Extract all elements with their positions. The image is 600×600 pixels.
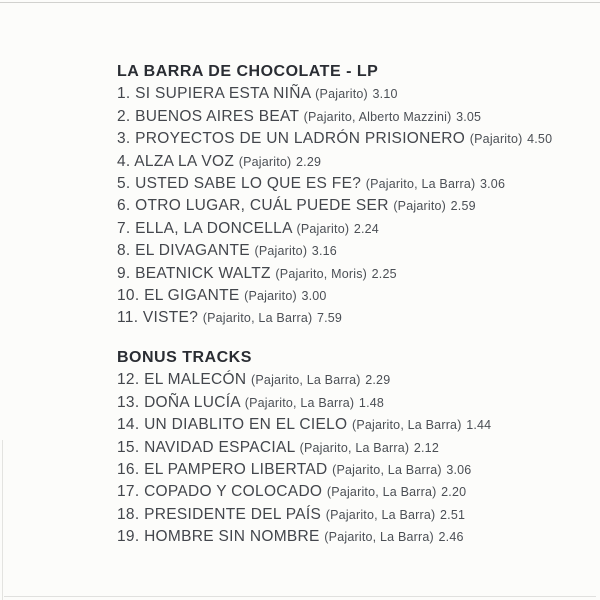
track-number: 3. [117, 130, 131, 148]
track-number: 9. [117, 264, 131, 282]
track-duration: 7.59 [316, 311, 343, 326]
track-duration: 3.06 [446, 462, 472, 477]
track-row [117, 526, 590, 548]
scan-edge-bottom [4, 596, 596, 597]
track-credits: (Pajarito) [315, 87, 368, 102]
track-number: 7. [117, 219, 131, 237]
track-row [117, 106, 590, 128]
track-title: DOÑA LUCÍA [144, 393, 241, 411]
track-number: 12. [117, 371, 140, 389]
track-row [117, 263, 590, 285]
track-title: PROYECTOS DE UN LADRÓN PRISIONERO [135, 130, 466, 148]
track-credits: (Pajarito, Alberto Mazzini) [303, 109, 452, 124]
track-number: 14. [117, 416, 140, 434]
track-title: BUENOS AIRES BEAT [135, 107, 300, 125]
scan-edge-left [2, 440, 3, 600]
track-row [117, 195, 590, 217]
track-duration: 3.05 [456, 109, 482, 124]
track-credits: (Pajarito, La Barra) [365, 177, 476, 192]
track-title: COPADO Y COLOCADO [144, 483, 323, 501]
track-number: 6. [117, 197, 131, 215]
track-row [117, 437, 590, 459]
track-duration: 3.10 [372, 87, 398, 102]
track-number: 19. [117, 528, 140, 546]
track-credits: (Pajarito) [238, 154, 292, 169]
track-row [117, 369, 590, 391]
track-row [117, 504, 590, 526]
tracklist [117, 61, 590, 549]
track-title: EL MALECÓN [144, 371, 247, 389]
track-duration: 2.51 [440, 507, 466, 522]
track-credits: (Pajarito, La Barra) [324, 530, 434, 545]
track-credits: (Pajarito, La Barra) [299, 440, 410, 455]
track-credits: (Pajarito) [296, 221, 350, 236]
album-title: LA BARRA DE CHOCOLATE - LP [117, 63, 379, 80]
track-row [117, 218, 590, 240]
track-credits: (Pajarito, La Barra) [351, 418, 462, 433]
track-credits: (Pajarito, La Barra) [244, 395, 355, 410]
track-credits: (Pajarito) [244, 289, 297, 304]
track-credits: (Pajarito) [469, 132, 523, 147]
scan-edge-top [0, 2, 600, 3]
track-title: HOMBRE SIN NOMBRE [144, 528, 320, 546]
track-duration: 1.48 [358, 395, 385, 410]
track-duration: 1.44 [466, 418, 492, 433]
track-number: 1. [117, 85, 131, 103]
track-row [117, 392, 590, 414]
section-header: BONUS TRACKS [117, 348, 252, 366]
track-title: UN DIABLITO EN EL CIELO [144, 416, 348, 434]
track-row [117, 414, 590, 436]
track-duration: 4.50 [527, 132, 553, 147]
track-duration: 2.20 [441, 485, 467, 500]
track-row [117, 83, 590, 105]
track-title: ELLA, LA DONCELLA [135, 219, 292, 237]
track-duration: 2.24 [353, 221, 379, 236]
track-title: EL PAMPERO LIBERTAD [144, 460, 328, 478]
track-row [117, 459, 590, 481]
track-duration: 3.00 [301, 289, 327, 304]
track-number: 4. [117, 152, 131, 170]
track-number: 16. [117, 460, 140, 478]
track-credits: (Pajarito, La Barra) [202, 311, 313, 326]
track-title: VISTE? [142, 309, 199, 327]
track-number: 11. [117, 309, 139, 327]
track-duration: 3.16 [311, 244, 337, 259]
track-title: PRESIDENTE DEL PAÍS [144, 505, 322, 523]
track-number: 13. [117, 393, 140, 411]
track-title: OTRO LUGAR, CUÁL PUEDE SER [135, 197, 389, 215]
track-credits: (Pajarito, La Barra) [332, 462, 442, 477]
track-credits: (Pajarito) [393, 199, 447, 214]
track-duration: 3.06 [479, 177, 506, 192]
track-title: EL GIGANTE [144, 287, 240, 305]
tracklist-sections [117, 83, 590, 548]
track-duration: 2.59 [450, 199, 476, 214]
track-duration: 2.25 [371, 266, 397, 281]
track-credits: (Pajarito, Moris) [275, 266, 368, 281]
track-number: 18. [117, 505, 140, 523]
track-title: ALZA LA VOZ [134, 152, 235, 170]
track-credits: (Pajarito) [254, 244, 308, 259]
track-row [117, 128, 590, 150]
track-title: BEATNICK WALTZ [135, 264, 271, 282]
track-number: 5. [117, 175, 131, 193]
track-title: SI SUPIERA ESTA NIÑA [135, 85, 311, 103]
track-number: 10. [117, 287, 140, 305]
track-duration: 2.29 [296, 154, 322, 169]
track-row [117, 173, 590, 195]
track-duration: 2.46 [438, 530, 464, 545]
track-title: USTED SABE LO QUE ES FE? [135, 175, 362, 193]
track-number: 2. [117, 107, 131, 125]
track-number: 15. [117, 438, 140, 456]
track-duration: 2.12 [413, 440, 439, 455]
track-number: 8. [117, 242, 131, 260]
track-row [117, 481, 590, 503]
track-credits: (Pajarito, La Barra) [326, 485, 437, 500]
track-title: EL DIVAGANTE [135, 242, 250, 260]
track-number: 17. [117, 483, 140, 501]
track-row [117, 151, 590, 173]
track-duration: 2.29 [365, 373, 391, 388]
track-credits: (Pajarito, La Barra) [251, 373, 361, 388]
track-credits: (Pajarito, La Barra) [325, 507, 436, 522]
track-row [117, 307, 590, 329]
track-row [117, 240, 590, 262]
track-title: NAVIDAD ESPACIAL [144, 438, 296, 456]
track-row [117, 285, 590, 307]
